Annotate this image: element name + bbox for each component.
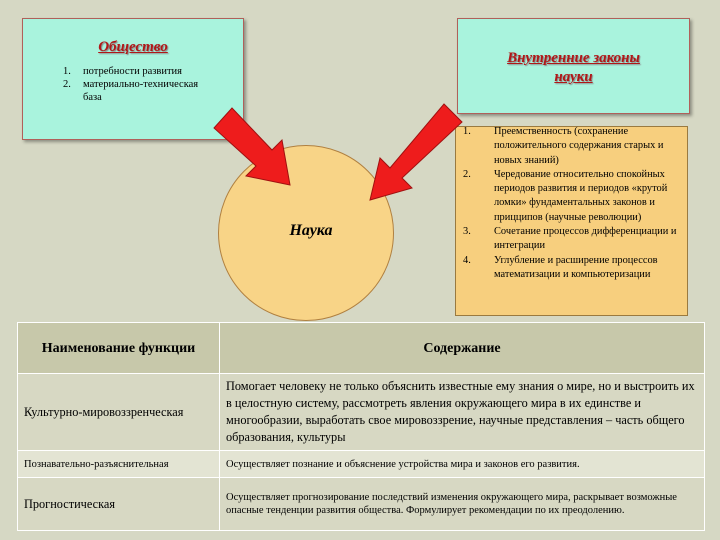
item-number: 2.	[463, 168, 471, 180]
item-text: Чередование относительно спокойных периодов развития и периодов «крутой ломки» фундаментальных законов и прицципов (научные революции)	[494, 168, 668, 223]
table-header	[18, 323, 705, 374]
laws-title: Внутренние законы науки	[507, 50, 640, 85]
arrow-laws-to-science	[370, 104, 462, 200]
table-row	[18, 374, 705, 451]
item-text: Преемственность (сохранение положительного содержания старых и новых знаний)	[494, 126, 664, 166]
item-number: 1.	[463, 126, 471, 137]
item-text: Сочетание процессов дифференциации и интеграции	[494, 226, 677, 252]
item-text: материально-техническая база	[83, 79, 199, 103]
society-title: Общество	[98, 39, 168, 55]
item-number: 4.	[463, 254, 471, 266]
function-content: Осуществляет прогнозирование последствий изменения окружающего мира, раскрывает возможные опасные тенденции развития общества. Формулирует рекомендации по их преодолению.	[220, 478, 705, 531]
table-row	[18, 451, 705, 478]
functions-table	[17, 322, 705, 531]
function-name: Культурно-мировоззренческая	[18, 374, 220, 451]
table-row	[18, 478, 705, 531]
item-text: Углубление и расширение процессов математизации и компьютеризации	[494, 254, 658, 280]
function-content: Осуществляет познание и объяснение устройства мира и законов его развития.	[220, 451, 705, 478]
function-name: Прогностическая	[18, 478, 220, 531]
item-number: 1.	[63, 66, 71, 77]
function-name: Познавательно-разъяснительная	[18, 451, 220, 478]
item-number: 2.	[63, 79, 71, 90]
item-number: 3.	[463, 226, 471, 238]
science-label: Наука	[289, 221, 333, 239]
header-name: Наименование функции	[18, 323, 220, 374]
item-text: потребности развития	[83, 66, 182, 77]
header-content: Содержание	[220, 323, 705, 374]
function-content: Помогает человеку не только объяснить известные ему знания о мире, но и выстроить их в целостную систему, рассмотреть явления окружающего мира в их единстве и многообразии, выработать свое мировоззрение, научные представления – часть общего образования, культуры	[220, 374, 705, 451]
arrow-society-to-science	[214, 108, 290, 185]
